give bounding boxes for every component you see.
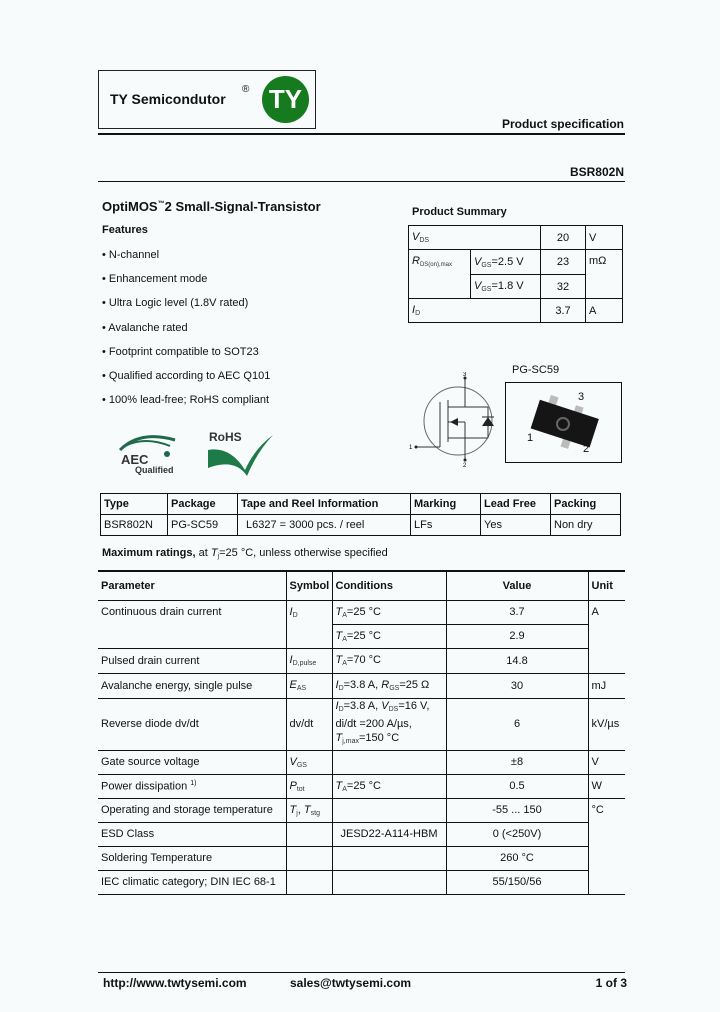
- mosfet-schematic-icon: [408, 372, 503, 467]
- feature-item: • Qualified according to AEC Q101: [102, 370, 271, 382]
- value: 0.5: [446, 774, 588, 798]
- table-row: [98, 822, 625, 846]
- product-summary-table: [408, 225, 623, 323]
- table-row: [98, 870, 625, 894]
- rds-unit: mΩ: [586, 250, 623, 299]
- page-number: 1 of 3: [595, 976, 627, 990]
- value: 2.9: [446, 624, 588, 648]
- aec-qualified-logo: [115, 430, 185, 478]
- value: 0 (<250V): [446, 822, 588, 846]
- symbol: $I_D$: [286, 600, 332, 648]
- conditions: JESD22-A114-HBM: [332, 822, 446, 846]
- footer-email-link[interactable]: sales@twtysemi.com: [290, 976, 412, 990]
- id-label: $I_D$: [409, 299, 541, 323]
- feature-item: • Ultra Logic level (1.8V rated): [102, 297, 249, 309]
- col-package: Package: [168, 494, 238, 515]
- rds-cond-1: $V_{GS}=2.5$ V: [471, 250, 541, 275]
- feature-item: • Footprint compatible to SOT23: [102, 346, 259, 358]
- param: Soldering Temperature: [98, 846, 286, 870]
- param: Pulsed drain current: [98, 648, 286, 673]
- conditions: $T_A=70$ °C: [332, 648, 446, 673]
- pin-2-label: 2: [583, 443, 590, 455]
- symbol: [286, 822, 332, 846]
- pin-3-label: 3: [578, 391, 585, 403]
- company-name: TY Semicondutor: [110, 91, 226, 107]
- product-summary-heading: Product Summary: [412, 206, 507, 218]
- part-divider: [98, 181, 625, 182]
- max-ratings-table: [98, 570, 625, 895]
- ty-logo-icon: TY: [262, 76, 309, 123]
- table-row: [98, 750, 625, 774]
- rds-label: $R_{DS(on),max}$: [409, 250, 471, 299]
- value: 14.8: [446, 648, 588, 673]
- package-image: [505, 382, 622, 463]
- col-parameter: Parameter: [98, 571, 286, 600]
- cell: L6327 = 3000 pcs. / reel: [238, 515, 411, 536]
- ratings-caption: Maximum ratings, at $T_j=25$ °C, unless otherwise specified: [102, 547, 388, 560]
- col-conditions: Conditions: [332, 571, 446, 600]
- col-tape-reel: Tape and Reel Information: [238, 494, 411, 515]
- features-heading: Features: [102, 224, 148, 236]
- symbol: [286, 846, 332, 870]
- rohs-text: RoHS: [209, 430, 242, 444]
- table-row: [98, 846, 625, 870]
- company-logo-box: [98, 70, 316, 129]
- symbol: $I_{D,pulse}$: [286, 648, 332, 673]
- unit: kV/µs: [588, 698, 625, 750]
- pin-1-label: 1: [527, 432, 534, 444]
- svg-text:2: 2: [463, 463, 467, 467]
- rds-cond-2: $V_{GS}=1.8$ V: [471, 275, 541, 299]
- rohs-logo: [205, 430, 277, 478]
- conditions: $T_A=25$ °C: [332, 600, 446, 624]
- id-unit: A: [586, 299, 623, 323]
- aec-text: AEC: [121, 452, 149, 467]
- symbol: $E_{AS}$: [286, 673, 332, 698]
- feature-item: • N-channel: [102, 249, 160, 261]
- param: ESD Class: [98, 822, 286, 846]
- svg-text:3: 3: [463, 372, 467, 378]
- registered-mark: ®: [242, 84, 250, 95]
- col-symbol: Symbol: [286, 571, 332, 600]
- rohs-check-icon: [205, 430, 277, 478]
- param: IEC climatic category; DIN IEC 68-1: [98, 870, 286, 894]
- conditions: [332, 798, 446, 822]
- rds-value-2: 32: [541, 275, 586, 299]
- symbol: $T_j$, $T_{stg}$: [286, 798, 332, 822]
- cell: Non dry: [551, 515, 621, 536]
- unit: mJ: [588, 673, 625, 698]
- table-row: [98, 798, 625, 822]
- vds-value: 20: [541, 226, 586, 250]
- vds-label: $V_{DS}$: [409, 226, 541, 250]
- doc-type: Product specification: [501, 117, 624, 131]
- footer-website-link[interactable]: http://www.twtysemi.com: [103, 976, 247, 990]
- table-row: [98, 698, 625, 750]
- value: 6: [446, 698, 588, 750]
- value: -55 ... 150: [446, 798, 588, 822]
- value: 30: [446, 673, 588, 698]
- symbol: [286, 870, 332, 894]
- symbol: $V_{GS}$: [286, 750, 332, 774]
- col-marking: Marking: [411, 494, 481, 515]
- col-value: Value: [446, 571, 588, 600]
- id-value: 3.7: [541, 299, 586, 323]
- value: ±8: [446, 750, 588, 774]
- conditions: $T_A=25$ °C: [332, 624, 446, 648]
- conditions: $I_D=3.8$ A, $V_{DS}=16$ V, di/dt =200 A/µs, $T_{j,max}=150$ °C: [332, 698, 446, 750]
- svg-text:1: 1: [409, 445, 413, 451]
- symbol: dv/dt: [286, 698, 332, 750]
- table-row: [98, 600, 625, 624]
- value: 3.7: [446, 600, 588, 624]
- param: Reverse diode dv/dt: [98, 698, 286, 750]
- feature-item: • Enhancement mode: [102, 273, 208, 285]
- col-lead-free: Lead Free: [481, 494, 551, 515]
- table-row: [98, 673, 625, 698]
- vds-unit: V: [586, 226, 623, 250]
- conditions: [332, 870, 446, 894]
- param: Operating and storage temperature: [98, 798, 286, 822]
- cell: LFs: [411, 515, 481, 536]
- sc59-package-icon: [506, 383, 621, 462]
- product-title: OptiMOS™2 Small-Signal-Transistor: [102, 199, 321, 214]
- footer-divider: [98, 972, 625, 973]
- conditions: [332, 846, 446, 870]
- unit: V: [588, 750, 625, 774]
- unit: °C: [588, 798, 625, 894]
- conditions: [332, 750, 446, 774]
- value: 55/150/56: [446, 870, 588, 894]
- param: Continuous drain current: [98, 600, 286, 648]
- cell: BSR802N: [101, 515, 168, 536]
- feature-item: • 100% lead-free; RoHS compliant: [102, 394, 270, 406]
- conditions: $T_A=25$ °C: [332, 774, 446, 798]
- conditions: $I_D=3.8$ A, $R_{GS}=25$ Ω: [332, 673, 446, 698]
- table-row: [98, 774, 625, 798]
- param: Gate source voltage: [98, 750, 286, 774]
- header-divider: [98, 133, 625, 135]
- cell: PG-SC59: [168, 515, 238, 536]
- feature-item: • Avalanche rated: [102, 322, 188, 334]
- table-row: [98, 648, 625, 673]
- symbol: $P_{tot}$: [286, 774, 332, 798]
- col-packing: Packing: [551, 494, 621, 515]
- col-unit: Unit: [588, 571, 625, 600]
- param: Power dissipation $^{1)}$: [98, 774, 286, 798]
- unit: A: [588, 600, 625, 673]
- unit: W: [588, 774, 625, 798]
- value: 260 °C: [446, 846, 588, 870]
- part-number: BSR802N: [569, 165, 624, 179]
- cell: Yes: [481, 515, 551, 536]
- table-row: [101, 515, 621, 536]
- ordering-table: [100, 493, 621, 536]
- rds-value-1: 23: [541, 250, 586, 275]
- aec-qualified-text: Qualified: [135, 465, 174, 475]
- col-type: Type: [101, 494, 168, 515]
- package-label: PG-SC59: [512, 364, 560, 376]
- param: Avalanche energy, single pulse: [98, 673, 286, 698]
